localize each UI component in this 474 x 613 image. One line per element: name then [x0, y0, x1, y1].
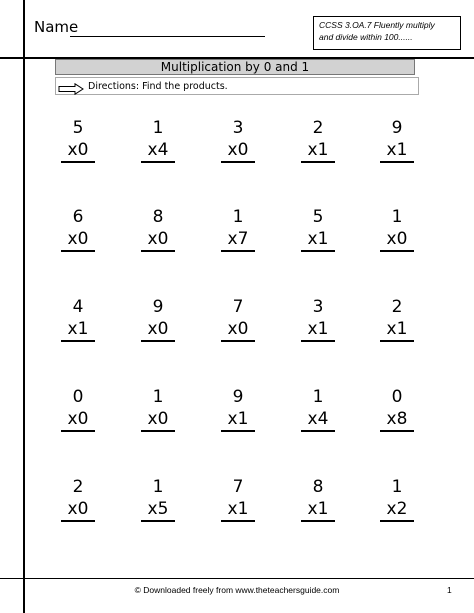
answer-line [141, 430, 175, 432]
multiplicand: 3 [312, 297, 324, 317]
answer-line [380, 430, 414, 432]
multiplier: x1 [307, 499, 329, 519]
multiplier: x4 [307, 409, 329, 429]
problem-item [48, 476, 108, 522]
multiplicand: 1 [152, 118, 164, 138]
problem-item [48, 296, 108, 342]
problem-item [208, 117, 268, 163]
problem-item [48, 117, 108, 163]
answer-line [221, 520, 255, 522]
problem-item [128, 386, 188, 432]
multiplicand: 1 [232, 207, 244, 227]
multiplier: x0 [386, 229, 408, 249]
problem-item [208, 296, 268, 342]
multiplier: x0 [67, 229, 89, 249]
directions-bar [55, 77, 419, 95]
multiplier: x1 [227, 499, 249, 519]
multiplicand: 1 [391, 207, 403, 227]
answer-line [221, 250, 255, 252]
multiplicand: 9 [391, 118, 403, 138]
problem-item [128, 476, 188, 522]
problem-item [367, 206, 427, 252]
problem-item [48, 386, 108, 432]
answer-line [61, 520, 95, 522]
multiplicand: 1 [152, 477, 164, 497]
worksheet-title: Multiplication by 0 and 1 [55, 59, 415, 75]
multiplicand: 6 [72, 207, 84, 227]
multiplicand: 9 [232, 387, 244, 407]
arrow-right-icon [58, 80, 84, 92]
answer-line [61, 430, 95, 432]
problem-item [208, 206, 268, 252]
problem-item [367, 386, 427, 432]
answer-line [380, 161, 414, 163]
problem-item [48, 206, 108, 252]
multiplier: x1 [307, 229, 329, 249]
answer-line [301, 161, 335, 163]
answer-line [301, 340, 335, 342]
multiplier: x0 [67, 499, 89, 519]
multiplicand: 3 [232, 118, 244, 138]
multiplicand: 7 [232, 477, 244, 497]
answer-line [221, 340, 255, 342]
margin-line [23, 0, 25, 613]
multiplicand: 5 [72, 118, 84, 138]
problem-item [288, 386, 348, 432]
problem-item [128, 296, 188, 342]
multiplier: x1 [386, 319, 408, 339]
problem-item [208, 476, 268, 522]
page-number: 1 [447, 585, 452, 595]
standard-line-2: and divide within 100...... [319, 32, 413, 42]
footer-rule [0, 578, 474, 579]
name-label: Name [34, 18, 79, 36]
answer-line [141, 250, 175, 252]
problem-item [288, 206, 348, 252]
multiplicand: 8 [312, 477, 324, 497]
directions-text: Directions: Find the products. [88, 80, 228, 92]
problem-item [367, 476, 427, 522]
multiplicand: 1 [152, 387, 164, 407]
multiplier: x7 [227, 229, 249, 249]
multiplicand: 2 [72, 477, 84, 497]
answer-line [380, 520, 414, 522]
multiplier: x0 [147, 229, 169, 249]
multiplier: x2 [386, 499, 408, 519]
multiplicand: 0 [72, 387, 84, 407]
multiplier: x5 [147, 499, 169, 519]
answer-line [141, 161, 175, 163]
answer-line [301, 250, 335, 252]
multiplicand: 9 [152, 297, 164, 317]
multiplicand: 1 [312, 387, 324, 407]
multiplicand: 5 [312, 207, 324, 227]
problem-item [367, 117, 427, 163]
multiplier: x1 [67, 319, 89, 339]
multiplier: x0 [227, 319, 249, 339]
multiplier: x0 [67, 140, 89, 160]
multiplicand: 8 [152, 207, 164, 227]
multiplicand: 2 [391, 297, 403, 317]
problem-item [288, 476, 348, 522]
multiplier: x0 [67, 409, 89, 429]
multiplier: x1 [386, 140, 408, 160]
multiplicand: 1 [391, 477, 403, 497]
answer-line [61, 161, 95, 163]
problem-item [288, 117, 348, 163]
answer-line [380, 340, 414, 342]
problem-item [367, 296, 427, 342]
answer-line [141, 520, 175, 522]
multiplier: x8 [386, 409, 408, 429]
answer-line [141, 340, 175, 342]
answer-line [301, 430, 335, 432]
answer-line [61, 250, 95, 252]
problem-item [208, 386, 268, 432]
multiplier: x0 [227, 140, 249, 160]
answer-line [301, 520, 335, 522]
multiplicand: 0 [391, 387, 403, 407]
answer-line [221, 430, 255, 432]
standard-line-1: CCSS 3.OA.7 Fluently multiply [319, 20, 435, 30]
multiplier: x1 [227, 409, 249, 429]
multiplier: x0 [147, 319, 169, 339]
problem-item [288, 296, 348, 342]
standard-box [313, 16, 461, 50]
footer-credit: © Downloaded freely from www.theteachersguide.com [134, 585, 340, 595]
multiplicand: 2 [312, 118, 324, 138]
multiplicand: 7 [232, 297, 244, 317]
answer-line [221, 161, 255, 163]
multiplier: x1 [307, 319, 329, 339]
multiplier: x1 [307, 140, 329, 160]
multiplier: x0 [147, 409, 169, 429]
problem-item [128, 206, 188, 252]
answer-line [380, 250, 414, 252]
multiplier: x4 [147, 140, 169, 160]
problem-item [128, 117, 188, 163]
multiplicand: 4 [72, 297, 84, 317]
name-write-line[interactable] [70, 36, 265, 37]
answer-line [61, 340, 95, 342]
